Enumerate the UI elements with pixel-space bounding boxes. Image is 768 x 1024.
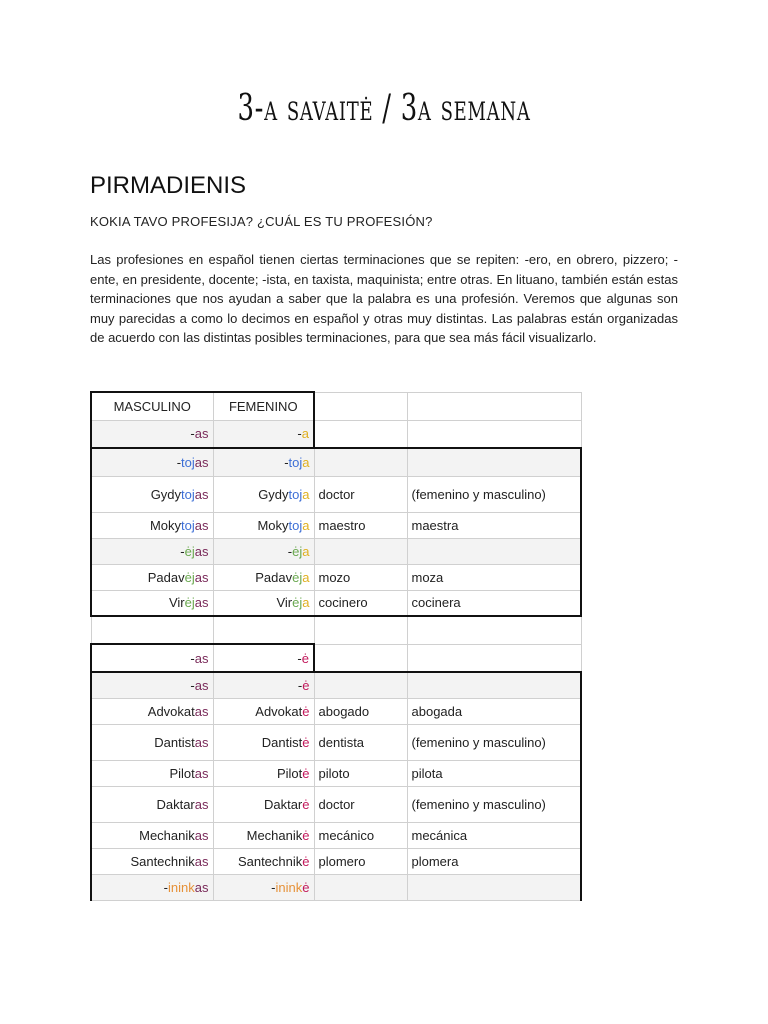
translation-masc: dentista (314, 724, 407, 760)
table-row (91, 590, 581, 616)
translation-masc: doctor (314, 786, 407, 822)
table-row (91, 672, 581, 698)
translation-masc: doctor (314, 476, 407, 512)
translation-masc: piloto (314, 760, 407, 786)
translation-masc: mozo (314, 564, 407, 590)
table-row (91, 760, 581, 786)
table-row (91, 822, 581, 848)
word-fem: Gydytoja (213, 476, 314, 512)
table-header-row (91, 392, 581, 420)
question-line: KOKIA TAVO PROFESIJA? ¿CUÁL ES TU PROFESIÓN? (90, 214, 433, 229)
ending-fem: -ė (213, 644, 314, 672)
word-fem: Padavėja (213, 564, 314, 590)
translation-masc: cocinero (314, 590, 407, 616)
ending-masc: -as (91, 420, 213, 448)
ending-masc: -ininkas (91, 874, 213, 900)
word-fem: Mechanikė (213, 822, 314, 848)
ending-masc: -tojas (91, 448, 213, 476)
translation-masc: maestro (314, 512, 407, 538)
word-fem: Mokytoja (213, 512, 314, 538)
word-masc: Padavėjas (91, 564, 213, 590)
header-femenino: FEMENINO (213, 392, 314, 420)
translation-fem: plomera (407, 848, 581, 874)
word-masc: Gydytojas (91, 476, 213, 512)
word-fem: Virėja (213, 590, 314, 616)
translation-fem: maestra (407, 512, 581, 538)
word-masc: Santechnikas (91, 848, 213, 874)
translation-fem: (femenino y masculino) (407, 724, 581, 760)
translation-masc: abogado (314, 698, 407, 724)
table-row (91, 476, 581, 512)
ending-fem: -ėja (213, 538, 314, 564)
ending-fem: -a (213, 420, 314, 448)
intro-paragraph: Las profesiones en español tienen ciertas terminaciones que se repiten: -ero, en obrero, pizzero; -ente, en presidente, docente; -ista, en taxista, maquinista; entre otras. En lituano, también están estas terminaciones que nos ayudan a saber que la palabra es una profesión. Veremos que algunas son muy parecidas a como lo decimos en español y otras muy distintas. Las palabras están organizadas de acuerdo con las distintas posibles terminaciones, para que sea más fácil visualizarlo. (90, 252, 678, 346)
table-row (91, 564, 581, 590)
table-row (91, 848, 581, 874)
translation-masc: mecánico (314, 822, 407, 848)
table-row (91, 874, 581, 900)
word-fem: Advokatė (213, 698, 314, 724)
translation-fem: cocinera (407, 590, 581, 616)
ending-masc: -as (91, 644, 213, 672)
word-masc: Dantistas (91, 724, 213, 760)
table-row (91, 448, 581, 476)
translation-fem: moza (407, 564, 581, 590)
table-row (91, 698, 581, 724)
word-fem: Dantistė (213, 724, 314, 760)
table-row (91, 644, 581, 672)
translation-masc: plomero (314, 848, 407, 874)
translation-fem: (femenino y masculino) (407, 786, 581, 822)
word-fem: Daktarė (213, 786, 314, 822)
translation-fem: pilota (407, 760, 581, 786)
ending-fem: -toja (213, 448, 314, 476)
translation-fem: abogada (407, 698, 581, 724)
translation-fem: mecánica (407, 822, 581, 848)
ending-fem: -ininkė (213, 874, 314, 900)
header-masculino: MASCULINO (91, 392, 213, 420)
word-masc: Daktaras (91, 786, 213, 822)
ending-masc: -as (91, 672, 213, 698)
word-masc: Virėjas (91, 590, 213, 616)
table-row (91, 786, 581, 822)
translation-fem: (femenino y masculino) (407, 476, 581, 512)
word-fem: Santechnikė (213, 848, 314, 874)
table-row (91, 512, 581, 538)
section-heading: PIRMADIENIS (90, 172, 247, 199)
word-masc: Mokytojas (91, 512, 213, 538)
word-masc: Pilotas (91, 760, 213, 786)
word-masc: Mechanikas (91, 822, 213, 848)
table-row (91, 724, 581, 760)
word-masc: Advokatas (91, 698, 213, 724)
table-row (91, 420, 581, 448)
word-fem: Pilotė (213, 760, 314, 786)
ending-fem: -ė (213, 672, 314, 698)
table-row (91, 616, 581, 644)
professions-table (90, 391, 582, 901)
ending-masc: -ėjas (91, 538, 213, 564)
table-row (91, 538, 581, 564)
page-title: 3-a savaitė / 3a semana (237, 88, 531, 129)
